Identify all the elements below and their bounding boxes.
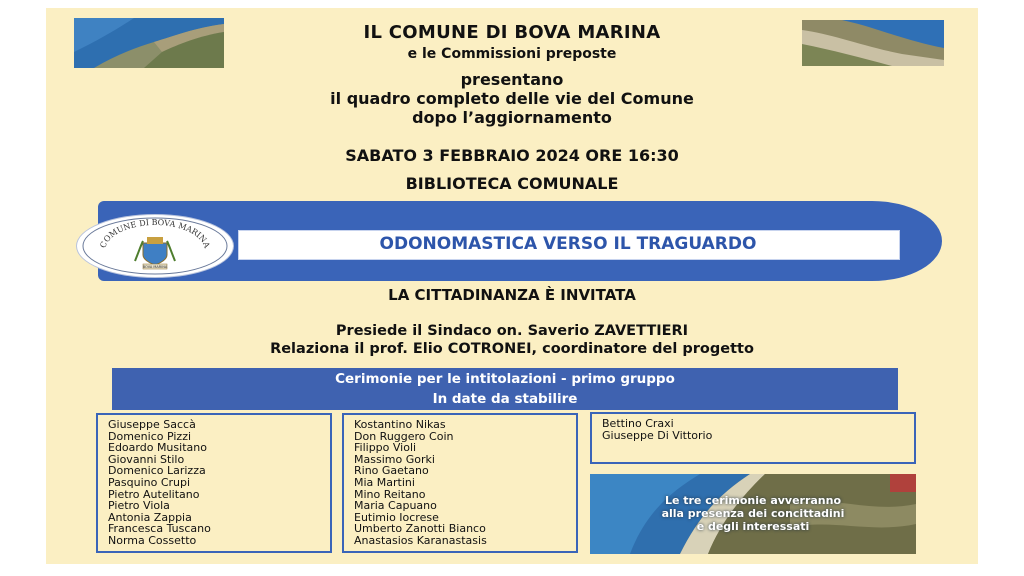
organizer-subtitle: e le Commissioni preposte — [407, 46, 617, 62]
seal-text: COMUNE DI BOVA MARINA — [98, 217, 212, 250]
note-line-3: e degli interessati — [696, 520, 810, 533]
names-column-1 — [96, 413, 332, 553]
chair-line: Presiede il Sindaco on. Saverio ZAVETTIERI — [335, 323, 689, 339]
ceremony-subtitle: In date da stabilire — [432, 391, 578, 407]
seal-ribbon: BOVA MARINA — [142, 265, 168, 269]
list-item: Francesca Tuscano — [108, 522, 211, 536]
list-item: Umberto Zanotti Bianco — [354, 522, 486, 536]
list-item: Giuseppe Di Vittorio — [602, 428, 713, 442]
event-poster — [46, 8, 978, 564]
list-item: Norma Cossetto — [108, 533, 197, 547]
event-venue: BIBLIOTECA COMUNALE — [405, 174, 619, 193]
list-item: Giuseppe Saccà — [108, 418, 196, 431]
list-item: Maria Capuano — [354, 499, 437, 513]
list-item: Kostantino Nikas — [354, 418, 446, 431]
intro-line-1: presentano — [460, 70, 564, 89]
intro-text — [46, 70, 978, 127]
ceremony-header-text — [112, 369, 898, 409]
list-item: Pietro Viola — [108, 499, 170, 513]
note-line-1: Le tre cerimonie avverranno — [664, 494, 842, 507]
list-item: Filippo Violi — [354, 441, 417, 455]
list-item: Domenico Pizzi — [108, 429, 192, 443]
list-item: Don Ruggero Coin — [354, 429, 454, 443]
intro-line-2: il quadro completo delle vie del Comune — [330, 89, 694, 108]
list-item: Edoardo Musitano — [108, 441, 207, 455]
list-item: Giovanni Stilo — [108, 452, 185, 466]
banner-title: ODONOMASTICA VERSO IL TRAGUARDO — [379, 234, 757, 254]
intro-line-3: dopo l’aggiornamento — [412, 108, 612, 127]
ceremony-note — [590, 494, 916, 533]
list-item: Antonia Zappia — [108, 510, 192, 524]
invitation-text: LA CITTADINANZA È INVITATA — [388, 286, 636, 304]
coastline-photo-bottom — [590, 474, 916, 554]
note-line-2: alla presenza dei concittadini — [661, 507, 845, 520]
event-date-time: SABATO 3 FEBBRAIO 2024 ORE 16:30 — [345, 146, 679, 165]
list-item: Massimo Gorki — [354, 452, 435, 466]
list-item: Mino Reitano — [354, 487, 426, 501]
list-item: Pietro Autelitano — [108, 487, 200, 501]
names-column-2 — [342, 413, 578, 553]
speakers-block — [46, 322, 978, 358]
list-item: Rino Gaetano — [354, 464, 429, 478]
list-item: Bettino Craxi — [602, 417, 674, 430]
organizer-title: IL COMUNE DI BOVA MARINA — [363, 22, 661, 43]
municipal-seal-logo — [76, 214, 234, 278]
list-item: Anastasios Karanastasis — [354, 533, 487, 547]
list-item: Mia Martini — [354, 475, 415, 489]
names-column-3 — [590, 412, 916, 464]
list-item: Domenico Larizza — [108, 464, 206, 478]
speaker-line: Relaziona il prof. Elio COTRONEI, coordinatore del progetto — [270, 341, 754, 357]
ceremony-title: Cerimonie per le intitolazioni - primo gruppo — [335, 371, 675, 387]
list-item: Eutimio Iocrese — [354, 510, 439, 524]
list-item: Pasquino Crupi — [108, 475, 191, 489]
